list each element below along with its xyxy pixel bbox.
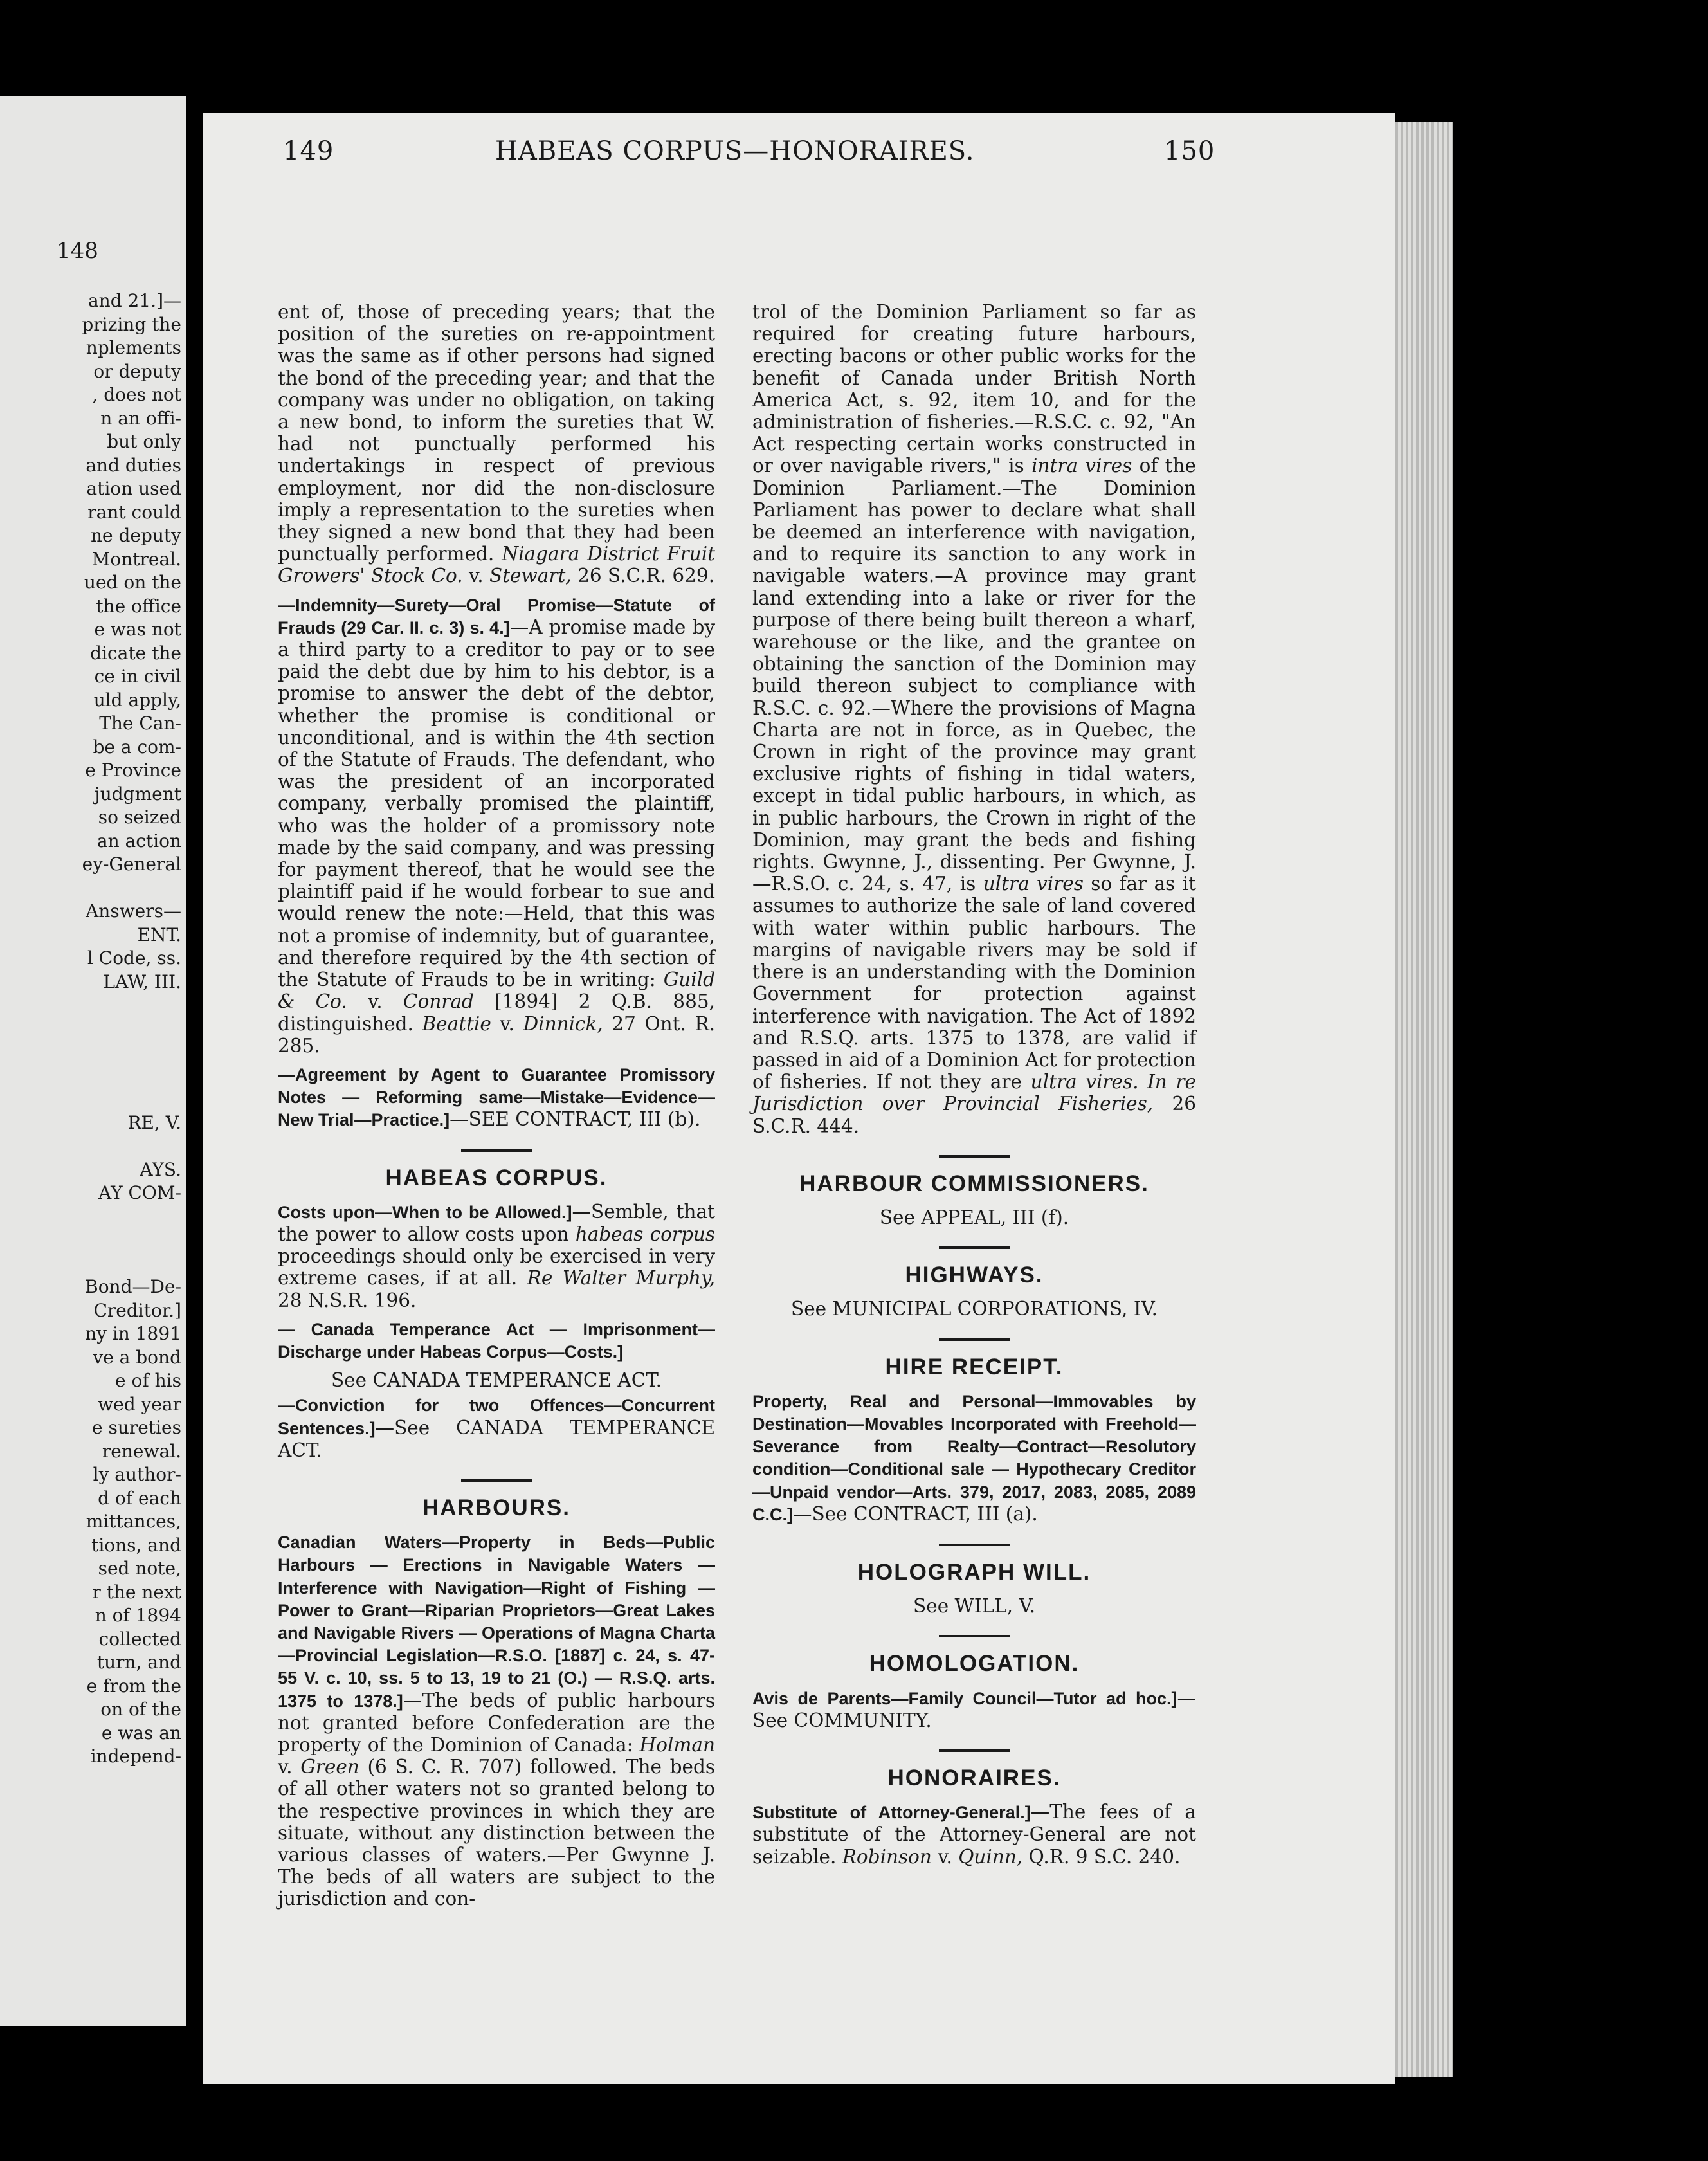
see-canada-temperance: See CANADA TEMPERANCE ACT. (331, 1369, 662, 1392)
left-page-line: wed year (98, 1393, 181, 1415)
entry-costs-upon: Costs upon—When to be Allowed.]—Semble, that the power to allow costs upon habeas corpus proceedings should only be exercised in very extreme cases, if at all. Re Walter Murphy, 28 N.S.R. 196. (278, 1200, 715, 1311)
left-page-line: e from the (86, 1675, 181, 1697)
entry-canada-temperance: — Canada Temperance Act — Imprisonment—Discharge under Habeas Corpus—Costs.] (278, 1319, 715, 1362)
see-will: See WILL, V. (913, 1595, 1035, 1618)
left-page-line: d of each (98, 1487, 181, 1509)
column-right (752, 301, 1196, 1874)
left-page-line: e Province (85, 760, 181, 781)
left-page-line: renewal. (102, 1440, 181, 1462)
left-facing-page (0, 96, 186, 2026)
left-page-line: r the next (92, 1581, 181, 1603)
heading-harbours: HARBOURS. (422, 1495, 570, 1520)
left-page-line: Montreal. (91, 548, 181, 570)
heading-harbour-commissioners: HARBOUR COMMISSIONERS. (799, 1171, 1149, 1196)
left-page-line: ENT. (137, 924, 181, 945)
left-page-line: e sureties (92, 1417, 181, 1438)
heading-holograph-will: HOLOGRAPH WILL. (857, 1559, 1091, 1585)
left-page-line: so seized (98, 807, 181, 828)
left-page-line: ued on the (84, 572, 181, 593)
left-page-line: rant could (87, 501, 181, 523)
left-page-line: n an offi- (100, 407, 181, 429)
left-page-line: prizing the (82, 313, 181, 335)
left-page-line: AY COM- (98, 1182, 181, 1203)
left-page-line: an action (96, 830, 181, 852)
section-rule (939, 1338, 1010, 1341)
entry-property: Property, Real and Personal—Immovables by Destination—Movables Incorporated with Freehold—Severance from Realty—Contract—Resolutory condition—Conditional sale — Hypothecary Creditor—Unpaid vendor—Arts. 379, 2017, 2083, 2085, 2089 C.C.]—See CONTRACT, III (a). (752, 1391, 1196, 1525)
see-appeal: See APPEAL, III (f). (879, 1206, 1069, 1228)
left-page-line: n of 1894 (95, 1605, 181, 1626)
left-page-line: RE, V. (127, 1111, 181, 1133)
left-page-line: on of the (100, 1699, 181, 1720)
left-page-line: tions, and (91, 1534, 181, 1556)
entry-conviction: —Conviction for two Offences—Concurrent Sentences.]—See CANADA TEMPERANCE ACT. (278, 1396, 715, 1461)
left-page-line: Bond—De- (85, 1276, 181, 1297)
page-edges (1395, 122, 1453, 2077)
left-page-line: l Code, ss. (87, 947, 181, 969)
left-page-line: AYS. (140, 1158, 181, 1180)
left-page-line: e of his (115, 1370, 181, 1391)
left-page-number: 148 (57, 238, 98, 264)
section-rule (939, 1749, 1010, 1752)
header-right-number: 150 (1164, 136, 1215, 166)
left-page-line: ce in civil (94, 666, 181, 687)
left-page-line: turn, and (96, 1652, 181, 1673)
left-page-line: ly author- (93, 1464, 181, 1485)
section-rule (461, 1149, 532, 1152)
left-page-line: ny in 1891 (85, 1323, 181, 1344)
left-page-line: dicate the (90, 642, 181, 664)
heading-hire-receipt: HIRE RECEIPT. (885, 1354, 1064, 1380)
entry-indemnity: —Indemnity—Surety—Oral Promise—Statute of Frauds (29 Car. II. c. 3) s. 4.]—A promise made by a third party to a creditor to pay or to see paid the debt due by him to his debtor, is a promise to answer the debt of the debtor, whether the promise is conditional or unconditional, and is within the 4th section of the Statute of Frauds. The defendant, who was the president of an incorporated company, verbally promised the plaintiff, who was the holder of a promissory note made by the said company, and was pressing for payment thereof, that he would see the plaintiff paid if he would forbear to sue and would renew the note:—Held, that this was not a promise of indemnity, but of guarantee, and therefore required by the 4th section of the Statute of Frauds to be in writing: Guild & Co. v. Conrad [1894] 2 Q.B. 885, distinguished. Beattie v. Dinnick, 27 Ont. R. 285. (278, 595, 716, 1057)
left-page-line: mittances, (86, 1511, 181, 1532)
left-page-line: and duties (86, 454, 181, 476)
entry-agreement: —Agreement by Agent to Guarantee Promissory Notes — Reforming same—Mistake—Evidence—New Trial—Practice.]—SEE CONTRACT, III (b). (278, 1064, 715, 1131)
left-page-line: ation used (86, 478, 181, 499)
left-page-line: and 21.]— (87, 290, 181, 311)
section-rule (939, 1544, 1010, 1546)
header-left-number: 149 (283, 136, 334, 166)
section-rule (939, 1246, 1010, 1249)
left-page-line: ve a bond (93, 1346, 181, 1368)
left-page-line: e was not (94, 619, 181, 640)
left-page-line: be a com- (93, 736, 181, 758)
section-rule (939, 1635, 1010, 1637)
left-page-line: or deputy (93, 360, 181, 382)
left-page-line: uld apply, (93, 689, 181, 711)
left-page-line: sed note, (98, 1558, 181, 1579)
page-title: HABEAS CORPUS—HONORAIRES. (495, 136, 975, 166)
heading-highways: HIGHWAYS. (905, 1263, 1044, 1288)
left-page-line: ey-General (82, 853, 181, 875)
see-municipal-corporations: See MUNICIPAL CORPORATIONS, IV. (791, 1298, 1158, 1320)
entry-canadian-waters: Canadian Waters—Property in Beds—Public Harbours — Erections in Navigable Waters — Interference with Navigation—Right of Fishing —Power to Grant—Riparian Proprietors—Great Lakes and Navigable Rivers — Operations of Magna Charta—Provincial Legislation—R.S.O. [1887] c. 24, s. 47-55 V. c. 10, ss. 5 to 13, 19 to 21 (O.) — R.S.Q. arts. 1375 to 1378.]—The beds of public harbours not granted before Confederation are the property of the Dominion of Canada: Holman v. Green (6 S. C. R. 707) followed. The beds of all other waters not so granted belong to the respective provinces in which they are situate, without any distinction between the various classes of waters.—Per Gwynne J. The beds of all waters are subject to the jurisdiction and con- (278, 1533, 715, 1910)
entry-harbours-continued: trol of the Dominion Parliament so far as required for creating future harbours, erecting bacons or other public works for the benefit of Canada under British North America Act, s. 92, item 10, and for the administration of fisheries.—R.S.C. c. 92, "An Act respecting certain works constructed in or over navigable rivers," is intra vires of the Dominion Parliament.—The Dominion Parliament has power to declare what shall be deemed an interference with navigation, and to require its sanction to any work in navigable waters.—A province may grant land extending into a lake or river for the purpose of there being built thereon a wharf, warehouse or the like, and the grantee on obtaining the sanction of the Dominion may build thereon subject to compliance with R.S.C. c. 92.—Where the provisions of Magna Charta are not in force, as in Quebec, the Crown in right of the province may grant exclusive rights of fishing in tidal waters, except in tidal public harbours, in which, as in public harbours, the Crown in right of the Dominion, may grant the beds and fishing rights. Gwynne, J., dissenting. Per Gwynne, J.—R.S.O. c. 24, s. 47, is ultra vires so far as it assumes to authorize the sale of land covered with water within public harbours. The margins of navigable rivers may be sold if there is an understanding with the Dominion Government for protection against interference with navigation. The Act of 1892 and R.S.Q. arts. 1375 to 1378, are valid if passed in aid of a Dominion Act for protection of fisheries. If not they are ultra vires. In re Jurisdiction over Provincial Fisheries, 26 S.C.R. 444. (752, 301, 1197, 1137)
left-page-line: The Can- (99, 713, 181, 734)
left-page-line: Creditor.] (93, 1299, 181, 1321)
entry-avis-de-parents: Avis de Parents—Family Council—Tutor ad hoc.]—See COMMUNITY. (752, 1686, 1196, 1731)
heading-honoraires: HONORAIRES. (887, 1765, 1061, 1791)
left-page-line: Answers— (86, 900, 181, 922)
entry-substitute: Substitute of Attorney-General.]—The fees of a substitute of the Attorney-General are not seizable. Robinson v. Quinn, Q.R. 9 S.C. 240. (752, 1801, 1196, 1868)
entry-continuation: ent of, those of preceding years; that the position of the sureties on re-appointment was the same as if other persons had signed the bond of the preceding year; and that the company was under no obligation, on taking a new bond, to inform the sureties that W. had not punctually performed his undertakings in respect of previous employment, nor did the non-disclosure imply a representation to the sureties when they signed a new bond that they had been punctually performed. Niagara District Fruit Growers' Stock Co. v. Stewart, 26 S.C.R. 629. (278, 301, 715, 587)
left-page-line: e was an (101, 1722, 181, 1744)
left-page-line: LAW, III. (103, 971, 181, 992)
left-page-line: nplements (86, 337, 181, 358)
left-page-line: judgment (95, 783, 181, 805)
column-left (278, 301, 715, 1917)
left-page-line: collected (98, 1628, 181, 1650)
left-page-line: ne deputy (90, 525, 181, 546)
heading-homologation: HOMOLOGATION. (869, 1651, 1080, 1677)
left-page-line: , does not (92, 384, 181, 405)
heading-habeas-corpus: HABEAS CORPUS. (385, 1165, 608, 1190)
section-rule (939, 1155, 1010, 1158)
left-page-line: independ- (90, 1746, 181, 1767)
left-page-line: but only (107, 431, 181, 452)
left-page-line: the office (96, 595, 181, 617)
section-rule (461, 1479, 532, 1482)
